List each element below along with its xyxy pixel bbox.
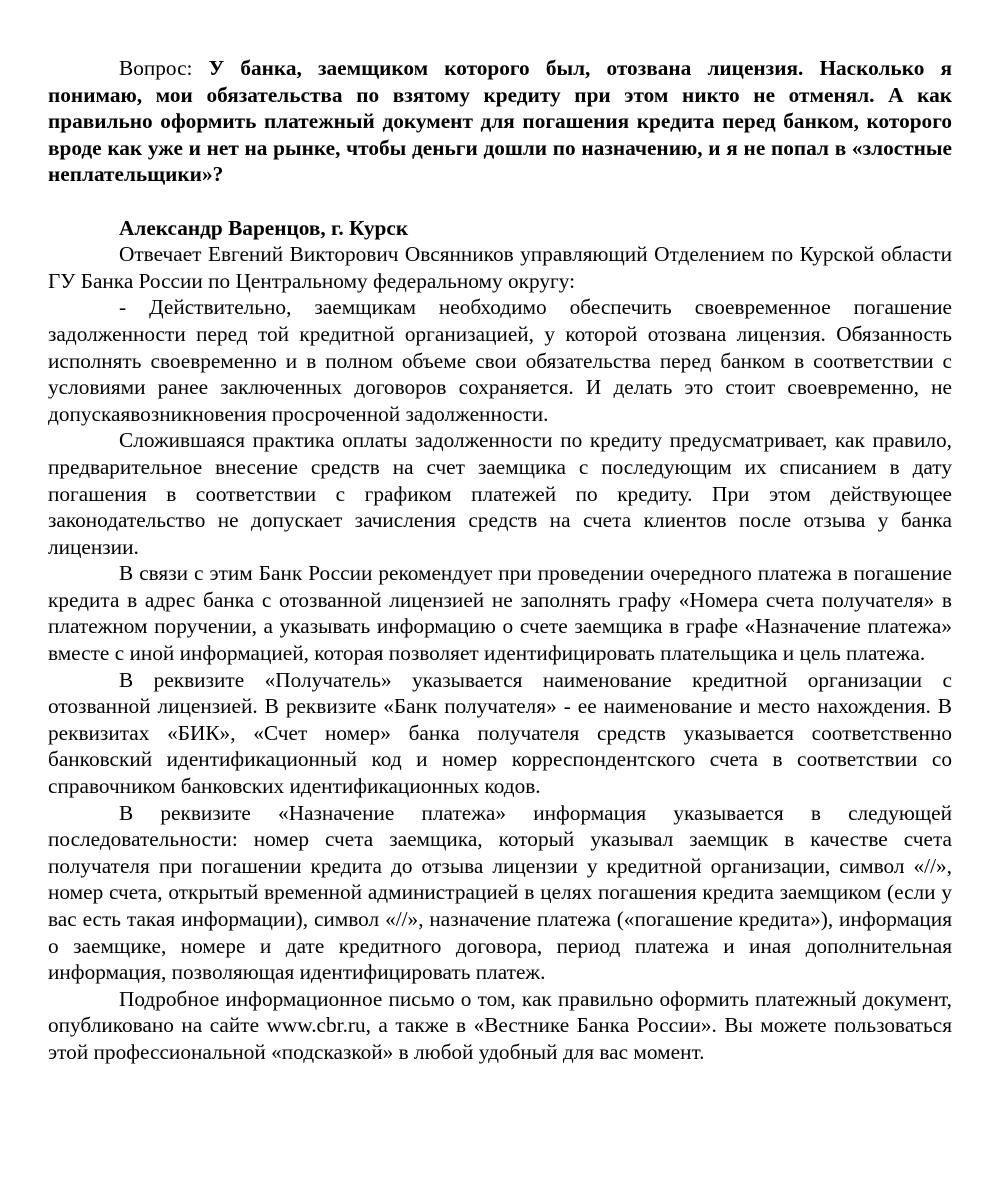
question-text: У банка, заемщиком которого был, отозвана лицензия. Насколько я понимаю, мои обязательства по взятому кредиту при этом никто не отменял. А как правильно оформить платежный документ для погашения кредита перед банком, которого вроде как уже и нет на рынке, чтобы деньги дошли по назначению, и я не попал в «злостные неплательщики»? [48, 56, 952, 187]
answer-paragraph: Сложившаяся практика оплаты задолженности по кредиту предусматривает, как правило, предварительное внесение средств на счет заемщика с последующим их списанием в дату погашения в соответствии с графиком платежей по кредиту. При этом действующее законодательство не допускает зачисления средств на счета клиентов после отзыва у банка лицензии. [48, 428, 952, 559]
answer-paragraph: - Действительно, заемщикам необходимо обеспечить своевременное погашение задолженности перед той кредитной организацией, у которой отозвана лицензия. Обязанность исполнять своевременно и в полном объеме свои обязательства перед банком в соответствии с условиями ранее заключенных договоров сохраняется. И делать это стоит своевременно, не допускаявозникновения просроченной задолженности. [48, 295, 952, 426]
answer-paragraph: В связи с этим Банк России рекомендует при проведении очередного платежа в погашение кредита в адрес банка с отозванной лицензией не заполнять графу «Номера счета получателя» в платежном поручении, а указывать информацию о счете заемщика в графе «Назначение платежа» вместе с иной информацией, которая позволяет идентифицировать плательщика и цель платежа. [48, 561, 952, 666]
question-paragraph [48, 55, 952, 188]
answer-paragraph: Подробное информационное письмо о том, как правильно оформить платежный документ, опубликовано на сайте www.cbr.ru, а также в «Вестнике Банка России». Вы можете пользоваться этой профессиональной «подсказкой» в любой удобный для вас момент. [48, 986, 952, 1064]
answer-intro: Отвечает Евгений Викторович Овсянников управляющий Отделением по Курской области ГУ Банка России по Центральному федеральному округу: [48, 242, 952, 293]
question-author: Александр Варенцов, г. Курск [119, 215, 409, 240]
answer-paragraph: В реквизите «Получатель» указывается наименование кредитной организации с отозванной лицензией. В реквизите «Банк получателя» - ее наименование и место нахождения. В реквизитах «БИК», «Счет номер» банка получателя средств указывается соответственно банковский идентификационный код и номер корреспондентского счета в соответствии со справочником банковских идентификационных кодов. [48, 667, 952, 799]
spacer [48, 188, 952, 215]
question-label: Вопрос: [119, 56, 209, 80]
answer-paragraph: В реквизите «Назначение платежа» информация указывается в следующей последовательности: номер счета заемщика, который указывал заемщик в качестве счета получателя при погашении кредита до отзыва лицензии у кредитной организации, символ «//», номер счета, открытый временной администрацией в целях погашения кредита заемщиком (если у вас есть такая информации), символ «//», назначение платежа («погашение кредита»), информация о заемщике, номере и дате кредитного договора, период платежа и иная дополнительная информация, позволяющая идентифицировать платеж. [48, 800, 952, 985]
